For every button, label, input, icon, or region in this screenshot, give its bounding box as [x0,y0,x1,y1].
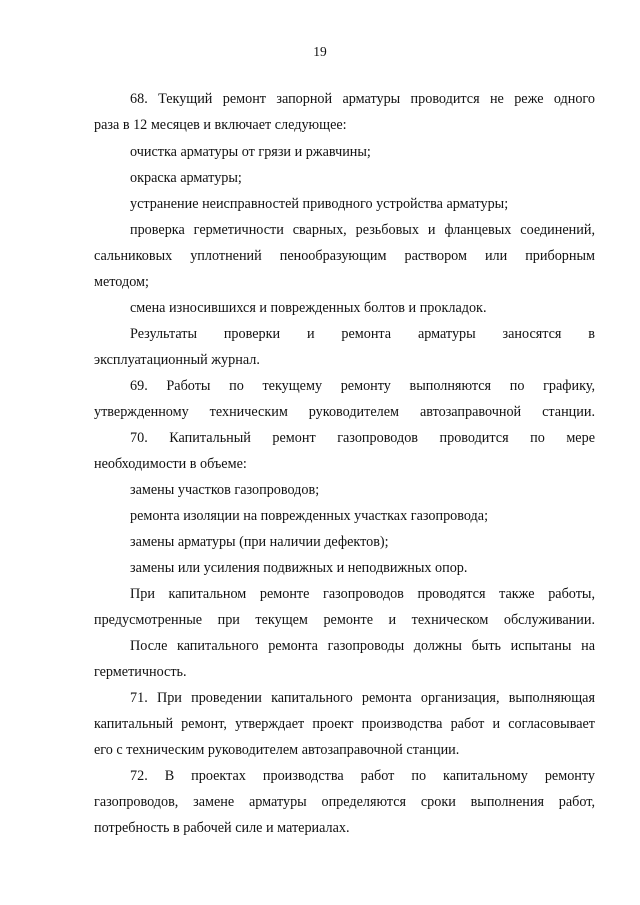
list-item-supports: замены или усиления подвижных и неподвижных опор. [130,560,468,576]
paragraph-results-line-2: эксплуатационный журнал. [94,352,260,368]
list-item-painting: окраска арматуры; [130,170,242,186]
paragraph-testing-line-1: После капитального ремонта газопроводы должны быть испытаны на [130,638,595,654]
list-item-cleaning: очистка арматуры от грязи и ржавчины; [130,144,371,160]
paragraph-also-line-1: При капитальном ремонте газопроводов проводятся также работы, [130,586,595,602]
paragraph-69-line-1: 69. Работы по текущему ремонту выполняются по графику, [130,378,595,394]
list-item-bolts: смена износившихся и поврежденных болтов и прокладок. [130,300,487,316]
list-item-drive-fix: устранение неисправностей приводного устройства арматуры; [130,196,509,212]
paragraph-68-line-2: раза в 12 месяцев и включает следующее: [94,117,347,133]
paragraph-also-line-2: предусмотренные при текущем ремонте и техническом обслуживании. [94,612,595,628]
paragraph-72-line-3: потребность в рабочей силе и материалах. [94,820,350,836]
paragraph-71-line-2: капитальный ремонт, утверждает проект производства работ и согласовывает [94,716,595,732]
list-item-leak-check-line-2: сальниковых уплотнений пенообразующим раствором или приборным [94,248,595,264]
paragraph-70-line-1: 70. Капитальный ремонт газопроводов проводится по мере [130,430,595,446]
list-item-valves: замены арматуры (при наличии дефектов); [130,534,389,550]
paragraph-results-line-1: Результаты проверки и ремонта арматуры заносятся в [130,326,595,342]
paragraph-70-line-2: необходимости в объеме: [94,456,247,472]
list-item-leak-check-line-1: проверка герметичности сварных, резьбовых и фланцевых соединений, [130,222,595,238]
list-item-pipe-sections: замены участков газопроводов; [130,482,320,498]
paragraph-testing-line-2: герметичность. [94,664,187,680]
paragraph-68-line-1: 68. Текущий ремонт запорной арматуры проводится не реже одного [130,91,595,107]
paragraph-71-line-3: его с техническим руководителем автозаправочной станции. [94,742,460,758]
list-item-insulation: ремонта изоляции на поврежденных участках газопровода; [130,508,489,524]
paragraph-72-line-1: 72. В проектах производства работ по капитальному ремонту [130,768,595,784]
paragraph-72-line-2: газопроводов, замене арматуры определяются сроки выполнения работ, [94,794,595,810]
list-item-leak-check-line-3: методом; [94,274,149,290]
page-number: 19 [313,44,327,59]
paragraph-69-line-2: утвержденному техническим руководителем автозаправочной станции. [94,404,595,420]
paragraph-71-line-1: 71. При проведении капитального ремонта организация, выполняющая [130,690,595,706]
